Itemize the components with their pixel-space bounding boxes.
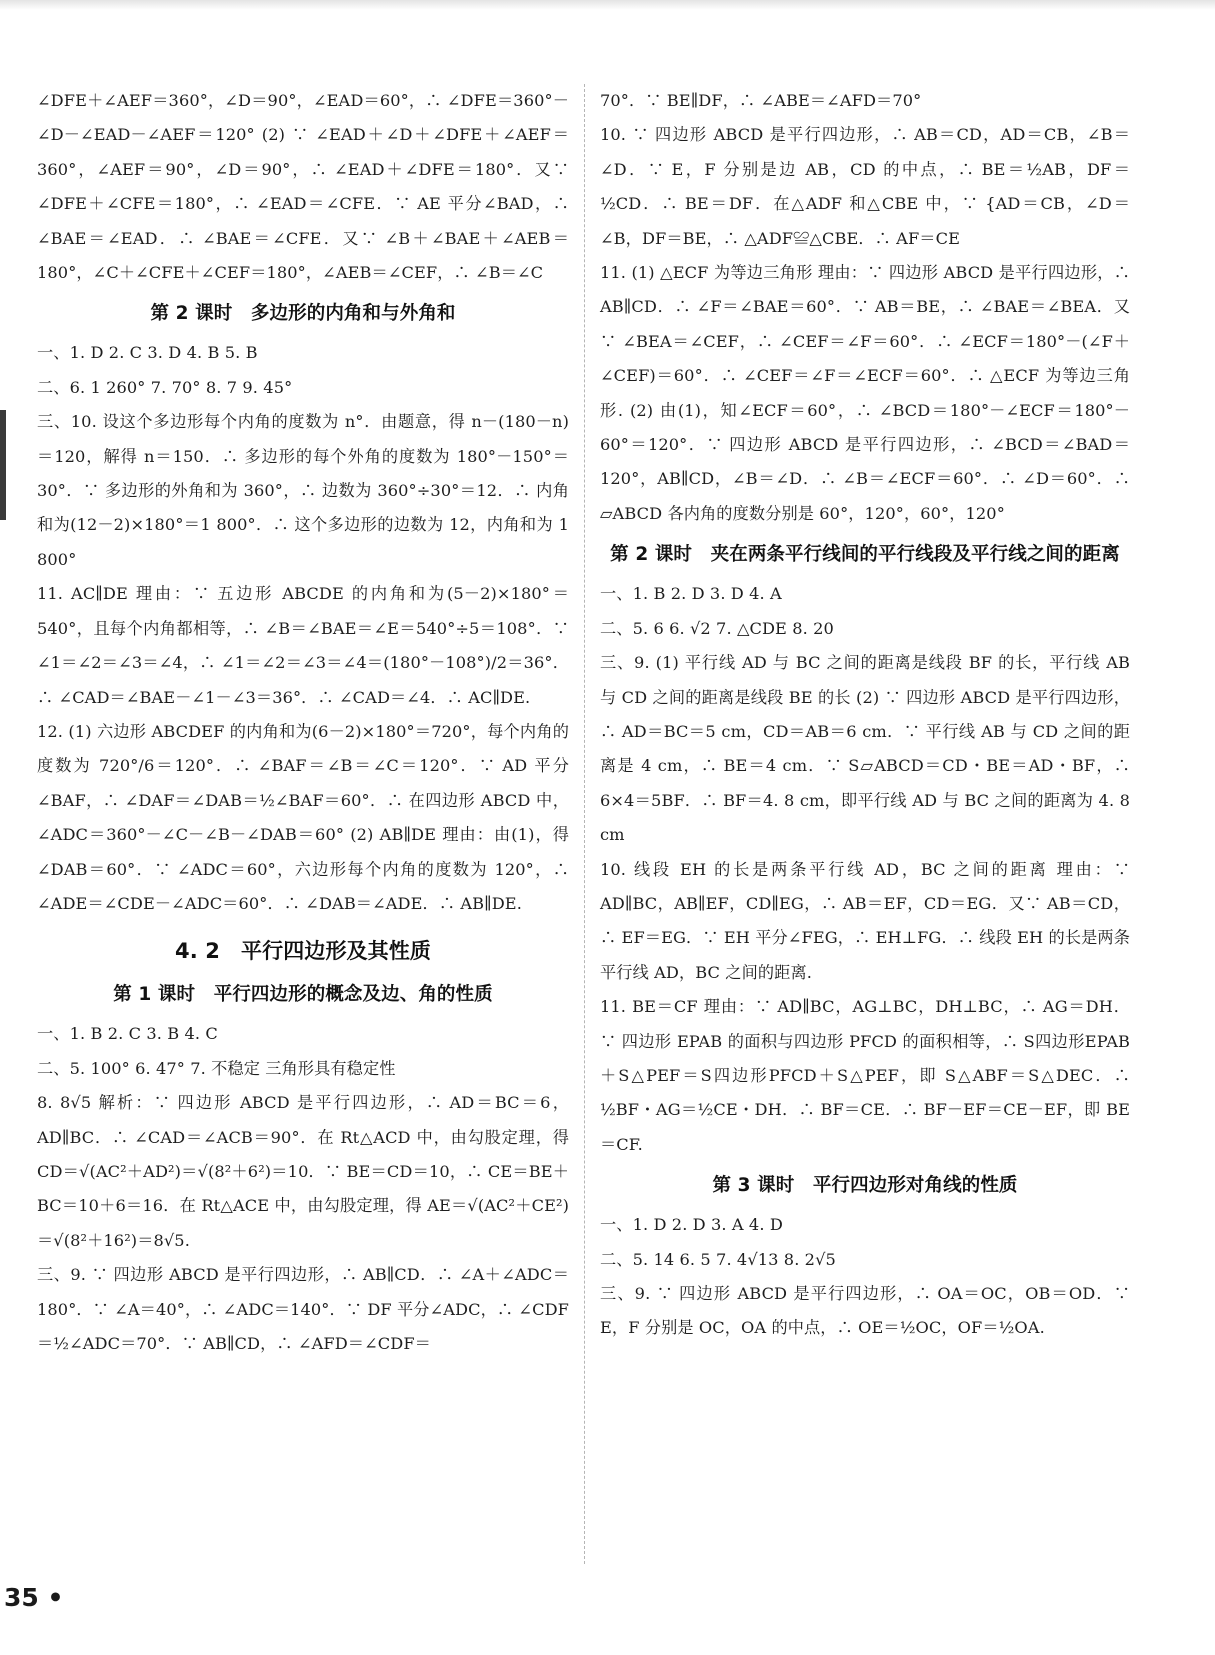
paragraph: 三、9. ∵ 四边形 ABCD 是平行四边形，∴ OA＝OC，OB＝OD．∵ E，F 分别是 OC，OA 的中点，∴ OE＝½OC，OF＝½OA.: [600, 1284, 1130, 1338]
right-column: [600, 84, 1130, 1346]
paragraph: 11. AC∥DE 理由：∵ 五边形 ABCDE 的内角和为(5－2)×180°＝540°，且每个内角都相等，∴ ∠B＝∠BAE＝∠E＝540°÷5＝108°．∵ ∠1＝∠2＝∠3＝∠4，∴ ∠1＝∠2＝∠3＝∠4＝(180°－108°)/2＝36°．∴ ∠CAD＝∠BAE－∠1－∠3＝36°．∴ ∠CAD＝∠4．∴ AC∥DE.: [37, 584, 569, 707]
paragraph: 10. 线段 EH 的长是两条平行线 AD，BC 之间的距离 理由：∵ AD∥BC，AB∥EF，CD∥EG，∴ AB＝EF，CD＝EG．又∵ AB＝CD，∴ EF＝EG．∵ EH 平分∠FEG，∴ EH⊥FG．∴ 线段 EH 的长是两条平行线 AD，BC 之间的距离.: [600, 859, 1130, 982]
answer-line: 二、5. 14 6. 5 7. 4√13 8. 2√5: [600, 1249, 836, 1269]
section-heading: 第 2 课时 夹在两条平行线间的平行线段及平行线之间的距离: [610, 544, 1120, 566]
section-heading: 第 3 课时 平行四边形对角线的性质: [712, 1175, 1018, 1197]
answer-line: 一、1. D 2. D 3. A 4. D: [600, 1215, 783, 1235]
answer-line: 一、1. B 2. C 3. B 4. C: [37, 1024, 218, 1044]
answer-line: 一、1. D 2. C 3. D 4. B 5. B: [37, 343, 258, 363]
answer-line: 二、5. 100° 6. 47° 7. 不稳定 三角形具有稳定性: [37, 1058, 396, 1078]
answer-line: 一、1. B 2. D 3. D 4. A: [600, 584, 782, 604]
column-divider: [584, 84, 585, 1564]
paragraph: 三、9. ∵ 四边形 ABCD 是平行四边形，∴ AB∥CD．∴ ∠A＋∠ADC＝180°．∵ ∠A＝40°，∴ ∠ADC＝140°．∵ DF 平分∠ADC，∴ ∠CDF＝½∠ADC＝70°．∵ AB∥CD，∴ ∠AFD＝∠CDF＝: [37, 1265, 569, 1353]
paragraph: 11. BE＝CF 理由：∵ AD∥BC，AG⊥BC，DH⊥BC，∴ AG＝DH．∵ 四边形 EPAB 的面积与四边形 PFCD 的面积相等，∴ S四边形EPAB＋S△PEF＝S四边形PFCD＋S△PEF，即 S△ABF＝S△DEC．∴ ½BF・AG＝½CE・DH．∴ BF＝CE．∴ BF－EF＝CE－EF，即 BE＝CF.: [600, 997, 1130, 1154]
binding-edge-mark: [0, 410, 6, 520]
paragraph: 10. ∵ 四边形 ABCD 是平行四边形，∴ AB＝CD，AD＝CB，∠B＝∠D．∵ E，F 分别是边 AB，CD 的中点，∴ BE＝½AB，DF＝½CD．∴ BE＝DF．在△ADF 和△CBE 中，∵ {AD＝CB，∠D＝∠B，DF＝BE，∴ △ADF≌△CBE．∴ AF＝CE: [600, 125, 1130, 248]
section-heading: 第 2 课时 多边形的内角和与外角和: [150, 303, 456, 325]
paragraph: 70°．∵ BE∥DF，∴ ∠ABE＝∠AFD＝70°: [600, 91, 922, 110]
paragraph: ∠DFE＋∠AEF＝360°，∠D＝90°，∠EAD＝60°，∴ ∠DFE＝360°－∠D－∠EAD－∠AEF＝120° (2) ∵ ∠EAD＋∠D＋∠DFE＋∠AEF＝360°，∠AEF＝90°，∠D＝90°，∴ ∠EAD＋∠DFE＝180°．又∵ ∠DFE＋∠CFE＝180°，∴ ∠EAD＝∠CFE．∵ AE 平分∠BAD，∴ ∠BAE＝∠EAD．∴ ∠BAE＝∠CFE．又∵ ∠B＋∠BAE＋∠AEB＝180°，∠C＋∠CFE＋∠CEF＝180°，∠AEB＝∠CEF，∴ ∠B＝∠C: [37, 91, 569, 283]
paragraph: 8. 8√5 解析：∵ 四边形 ABCD 是平行四边形，∴ AD＝BC＝6，AD∥BC．∴ ∠CAD＝∠ACB＝90°．在 Rt△ACD 中，由勾股定理，得 CD＝√(AC²＋AD²)＝√(8²＋6²)＝10．∵ BE＝CD＝10，∴ CE＝BE＋BC＝10＋6＝16．在 Rt△ACE 中，由勾股定理，得 AE＝√(AC²＋CE²)＝√(8²＋16²)＝8√5.: [37, 1093, 569, 1250]
answer-line: 二、5. 6 6. √2 7. △CDE 8. 20: [600, 618, 834, 638]
left-column: [37, 84, 569, 1361]
paragraph: 11. (1) △ECF 为等边三角形 理由：∵ 四边形 ABCD 是平行四边形，∴ AB∥CD．∴ ∠F＝∠BAE＝60°．∵ AB＝BE，∴ ∠BAE＝∠BEA．又∵ ∠BEA＝∠CEF，∴ ∠CEF＝∠F＝60°．∴ ∠ECF＝180°－(∠F＋∠CEF)＝60°．∴ ∠CEF＝∠F＝∠ECF＝60°．∴ △ECF 为等边三角形. (2) 由(1)，知∠ECF＝60°，∴ ∠BCD＝180°－∠ECF＝180°－60°＝120°．∵ 四边形 ABCD 是平行四边形，∴ ∠BCD＝∠BAD＝120°，AB∥CD，∠B＝∠D．∴ ∠B＝∠ECF＝60°．∴ ∠D＝60°．∴ ▱ABCD 各内角的度数分别是 60°，120°，60°，120°: [600, 263, 1130, 523]
paragraph: 三、10. 设这个多边形每个内角的度数为 n°．由题意，得 n－(180－n)＝120，解得 n＝150．∴ 多边形的每个外角的度数为 180°－150°＝30°．∵ 多边形的外角和为 360°，∴ 边数为 360°÷30°＝12．∴ 内角和为(12－2)×180°＝1 800°．∴ 这个多边形的边数为 12，内角和为 1 800°: [37, 412, 569, 569]
top-shadow: [0, 0, 1215, 10]
paragraph: 三、9. (1) 平行线 AD 与 BC 之间的距离是线段 BF 的长，平行线 AB 与 CD 之间的距离是线段 BE 的长 (2) ∵ 四边形 ABCD 是平行四边形，∴ AD＝BC＝5 cm，CD＝AB＝6 cm．∵ 平行线 AB 与 CD 之间的距离是 4 cm，∴ BE＝4 cm．∵ S▱ABCD＝CD・BE＝AD・BF，∴ 6×4＝5BF．∴ BF＝4. 8 cm，即平行线 AD 与 BC 之间的距离为 4. 8 cm: [600, 653, 1130, 845]
paragraph: 12. (1) 六边形 ABCDEF 的内角和为(6－2)×180°＝720°，每个内角的度数为 720°/6＝120°．∴ ∠BAF＝∠B＝∠C＝120°．∵ AD 平分∠BAF，∴ ∠DAF＝∠DAB＝½∠BAF＝60°．∴ 在四边形 ABCD 中，∠ADC＝360°－∠C－∠B－∠DAB＝60° (2) AB∥DE 理由：由(1)，得∠DAB＝60°．∵ ∠ADC＝60°，六边形每个内角的度数为 120°，∴ ∠ADE＝∠CDE－∠ADC＝60°．∴ ∠DAB＝∠ADE．∴ AB∥DE.: [37, 721, 569, 913]
section-heading: 第 1 课时 平行四边形的概念及边、角的性质: [113, 984, 493, 1006]
chapter-heading: 4. 2 平行四边形及其性质: [175, 939, 431, 964]
answer-line: 二、6. 1 260° 7. 70° 8. 7 9. 45°: [37, 377, 293, 397]
page-number: 35 •: [4, 1583, 64, 1612]
